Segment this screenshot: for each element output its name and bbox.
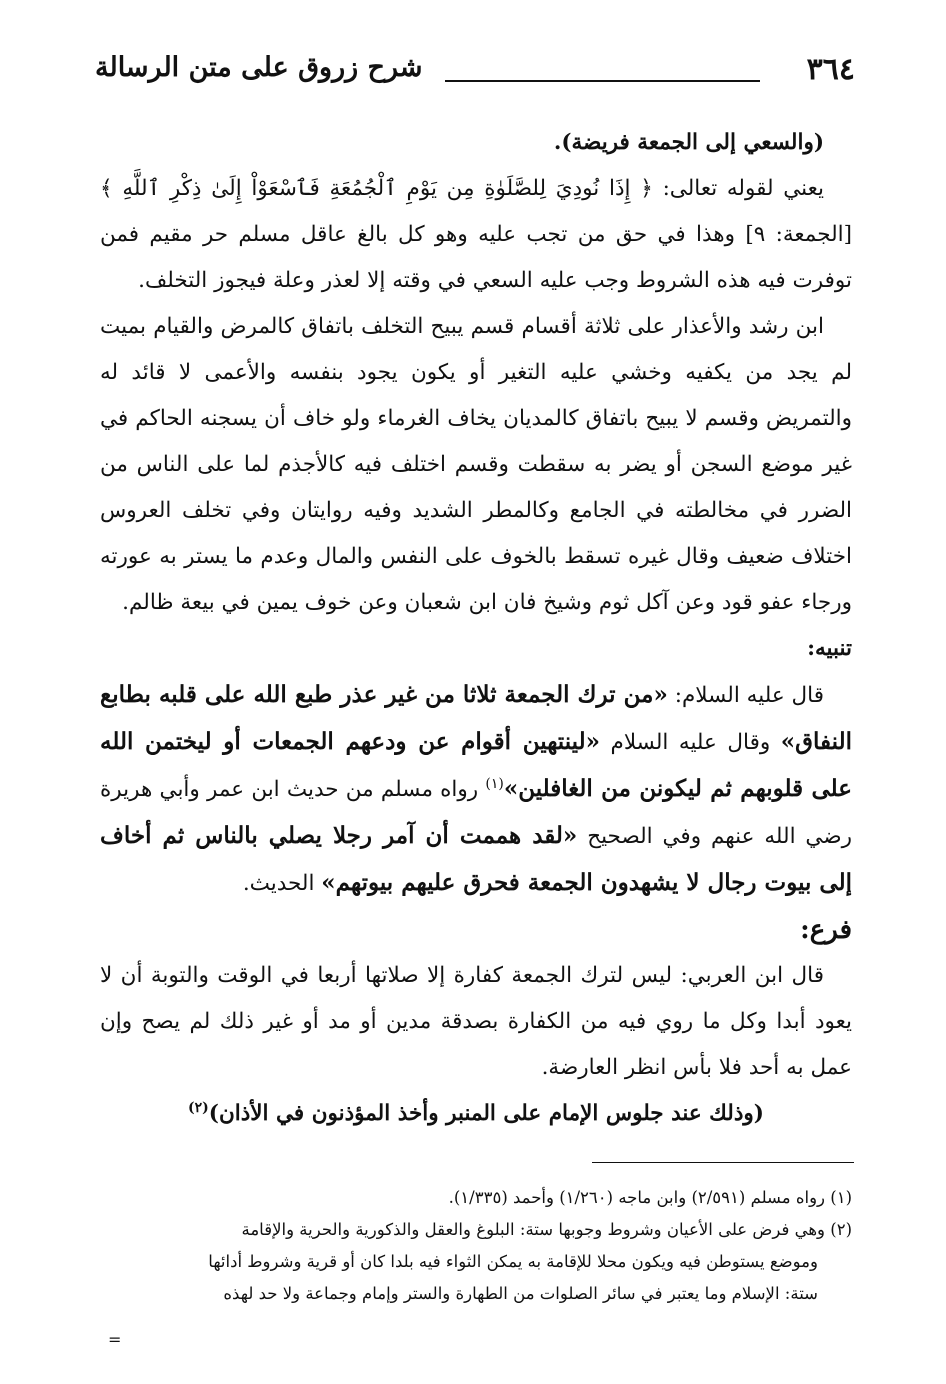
heading-tanbih: تنبيه: bbox=[807, 636, 852, 661]
p3-d: الحديث. bbox=[242, 871, 322, 896]
p1-rest: [الجمعة: ٩] وهذا في حق من تجب عليه وهو كل بالغ عاقل مسلم حر مقيم فمن توفرت فيه هذه الشروط وجب عليه السعي في وقته إلا لعذر وعلة فيجوز التخلف. bbox=[100, 222, 853, 293]
heading-far: فرع: bbox=[800, 915, 852, 945]
footnote-2-line-1: (٢) وهي فرض على الأعيان وشروط وجوبها ستة: البلوغ والعقل والذكورية والحرية والإقامة bbox=[241, 1220, 852, 1239]
p3-b: وقال عليه السلام bbox=[600, 730, 781, 755]
footnote-ref-1[interactable]: (١) bbox=[485, 775, 504, 792]
footnote-2-line-3: ستة: الإسلام وما يعتبر في سائر الصلوات من الطهارة والستر وإمام وجماعة ولا حد لهذه bbox=[223, 1284, 818, 1303]
page-header bbox=[95, 52, 855, 102]
p3-c: رواه مسلم من حديث ابن عمر وأبي هريرة رضي الله عنهم وفي الصحيح bbox=[100, 777, 852, 849]
paragraph-1 bbox=[100, 166, 852, 304]
footnote-2-line-2: وموضع يستوطن فيه ويكون محلا للإقامة به يمكن الثواء فيه بلدا كان أو قرية وشروط أدائها bbox=[208, 1252, 818, 1271]
paragraph-4: قال ابن العربي: ليس لترك الجمعة كفارة إلا صلاتها أربعا في الوقت والتوبة أن لا يعود أبدا وكل ما روي فيه من الكفارة بصدقة مدين أو مد أو غير ذلك لم يصح وإن عمل به أحد فلا بأس انظر العارضة. bbox=[100, 963, 852, 1080]
header-rule bbox=[445, 80, 760, 82]
p3-a: قال عليه السلام: bbox=[667, 683, 824, 708]
footnote-1: (١) رواه مسلم (٢/٥٩١) وابن ماجه (١/٢٦٠) وأحمد (١/٣٣٥). bbox=[448, 1188, 852, 1207]
paragraph-3 bbox=[100, 672, 852, 907]
footnotes bbox=[100, 1182, 852, 1310]
page-number: ٣٦٤ bbox=[806, 52, 855, 87]
matn-2-text: (وذلك عند جلوس الإمام على المنبر وأخذ المؤذنون في الأذان) bbox=[208, 1101, 764, 1126]
paragraph-2: ابن رشد والأعذار على ثلاثة أقسام قسم يبيح التخلف باتفاق كالمرض والقيام بميت لم يجد من يكفيه وخشي عليه التغير أو يكون يجود بنفسه والأعمى لا قائد له والتمريض وقسم لا يبيح باتفاق كالمديان يخاف الغرماء ولو خاف أن يسجنه الحاكم في غير موضع السجن أو يضر به سقطت وقسم اختلف فيه كالأجذم لما على الناس من الضرر في مخالطته في الجامع وكالمطر الشديد وفيه روايتان وفي تخلف العروس اختلاف ضعيف وقال غيره تسقط بالخوف على النفس والمال وعدم ما يستر به عورته ورجاء عفو قود وعن آكل ثوم وشيخ فان ابن شعبان وعن خوف يمين في بيعة ظالم. bbox=[100, 314, 852, 615]
body-text bbox=[100, 120, 852, 1137]
matn-line-2 bbox=[100, 1091, 852, 1137]
footnote-ref-2[interactable]: (٢) bbox=[188, 1099, 209, 1116]
running-title: شرح زروق على متن الرسالة bbox=[95, 52, 423, 83]
quran-verse: ﴿ إِذَا نُودِيَ لِلصَّلَوٰةِ مِن يَوْمِ ٱلْجُمُعَةِ فَٱسْعَوْاْ إِلَىٰ ذِكْرِ ٱللَّهِ ﴾ bbox=[100, 176, 653, 201]
footnote-separator bbox=[592, 1162, 854, 1163]
hadith-3: «لقد هممت أن آمر رجلا يصلي بالناس ثم أخاف إلى بيوت رجال لا يشهدون الجمعة فحرق عليهم بيوتهم» bbox=[100, 822, 852, 896]
hadith-1: «من ترك الجمعة ثلاثا من غير عذر طبع الله على قلبه بطابع النفاق» bbox=[100, 681, 852, 755]
hadith-2: «لينتهين أقوام عن ودعهم الجمعات أو ليختمن الله على قلوبهم ثم ليكونن من الغافلين» bbox=[100, 728, 852, 802]
p1-intro: يعني لقوله تعالى: bbox=[652, 176, 825, 201]
continuation-mark: = bbox=[108, 1330, 122, 1349]
matn-line-1: (والسعي إلى الجمعة فريضة). bbox=[553, 130, 824, 155]
